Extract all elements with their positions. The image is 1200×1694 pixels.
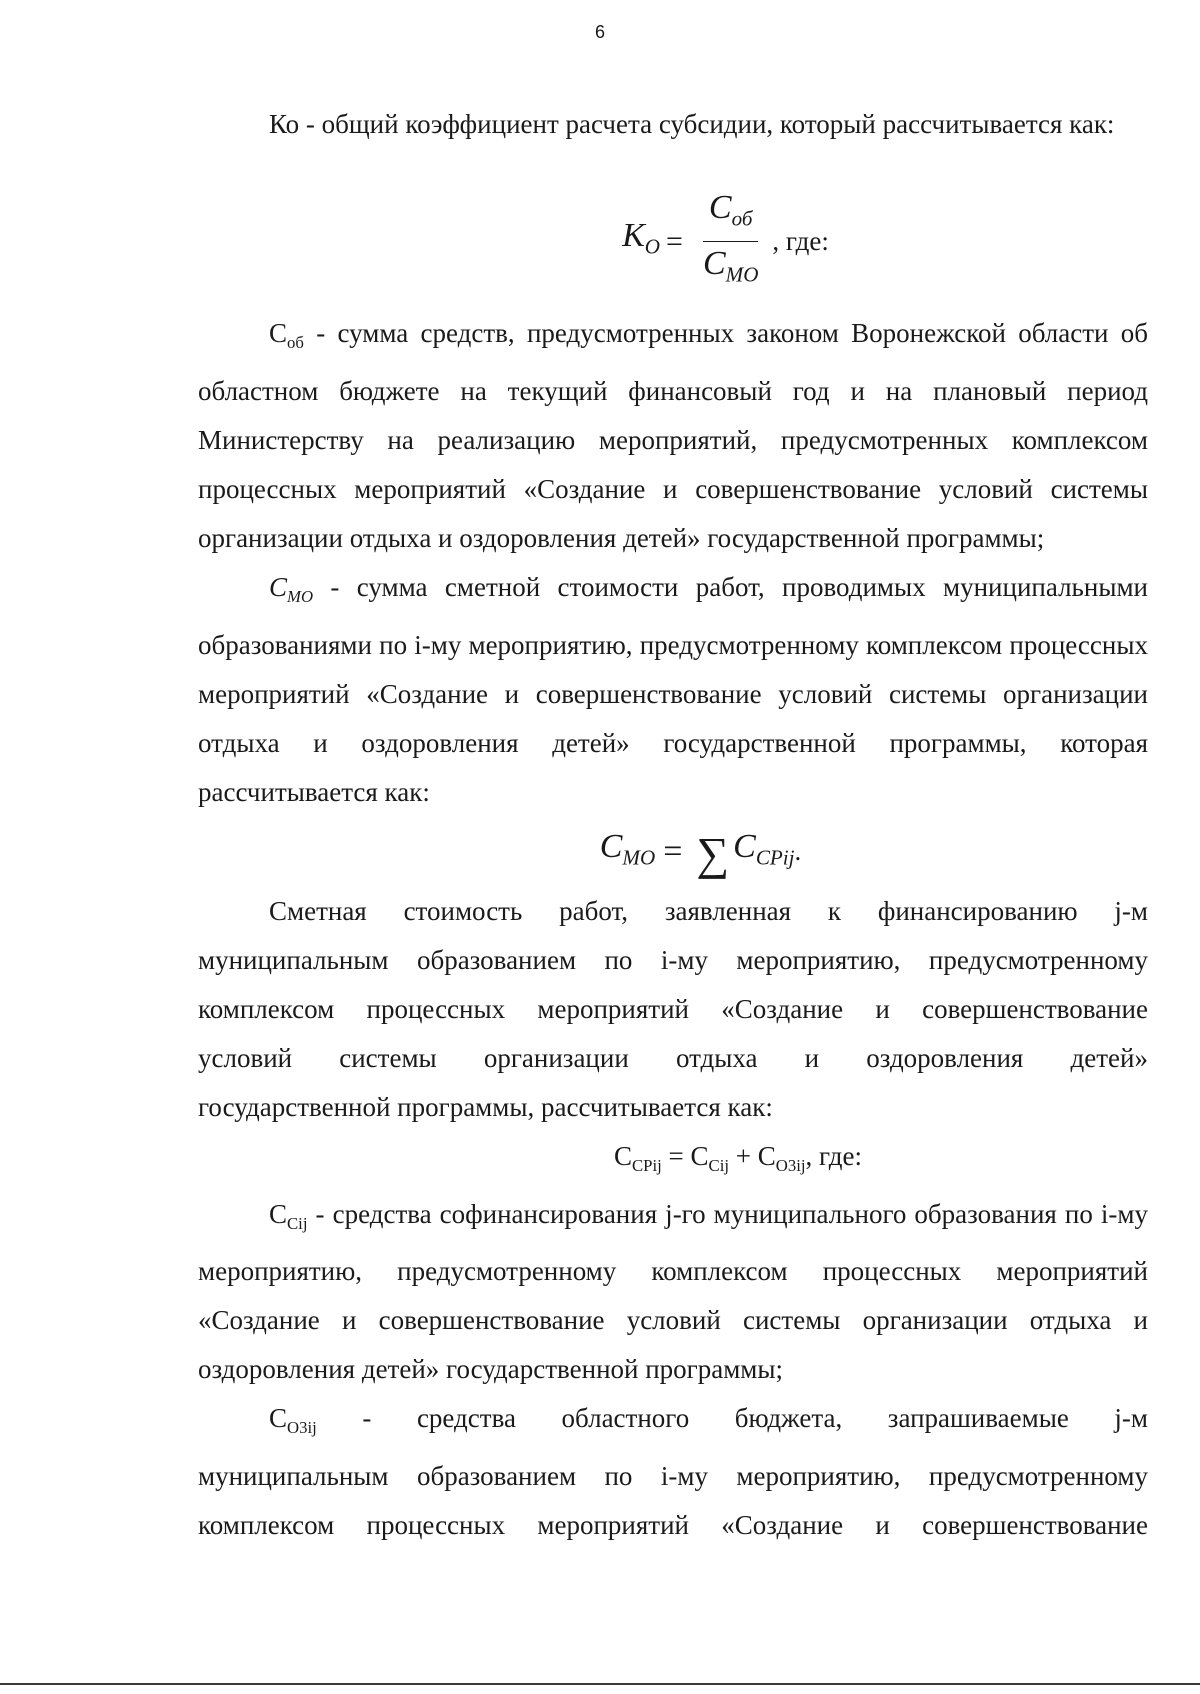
co3ij-line-1: $С_{O3ij}$ - средства областного бюджета, запрашиваемые j-м: [198, 1394, 1148, 1452]
symbol-cob: $С_{об}$: [269, 318, 304, 352]
formula-ko-fraction: [697, 188, 764, 294]
symbol-co3ij: $С_{O3ij}$: [269, 1403, 317, 1438]
formula-cmo-rhs: $C_{CPij}$: [733, 827, 795, 869]
formula-ccp-c: $С_{O3ij}$: [757, 1140, 806, 1175]
document-body: [198, 100, 1148, 1550]
paragraph-ko-intro: Ко - общий коэффициент расчета субсидии, который рассчитывается как:: [269, 109, 1115, 139]
paragraph-ccij: $С_{Cij}$ - средства софинансирования j-го муниципального образования по i-му мероприятию, предусмотренному комплексом процессных мероприятий «Создание и совершенствование условий системы организации отдыха и оздоровления детей» государственной программы;: [198, 1198, 1148, 1385]
formula-cmo-eq: =: [663, 833, 683, 871]
smeta-line-1: Сметная стоимость работ, заявленная к финансированию j-м: [269, 895, 1148, 926]
symbol-ccij: $С_{Cij}$: [269, 1198, 308, 1233]
paragraph-cob: $С_{об}$ - сумма средств, предусмотренных законом Воронежской области об областном бюджете на текущий финансовый год и на плановый период Министерству на реализацию мероприятий, предусмотренных комплексом процессных мероприятий «Создание и совершенствование условий системы организации отдыха и оздоровления детей» государственной программы;: [198, 318, 1148, 553]
formula-ko: [198, 183, 1148, 299]
page-number: 6: [594, 22, 605, 42]
bottom-rule: [0, 1683, 1200, 1685]
formula-ko-eq: =: [666, 224, 683, 258]
formula-ko-lhs: $K_O$: [622, 216, 661, 259]
smeta-line-2: муниципальным образованием по i-му мероприятию, предусмотренному: [198, 944, 1148, 975]
formula-cmo-tail: .: [794, 836, 802, 867]
formula-ko-tail: , где:: [772, 225, 829, 256]
symbol-cmo: $C_{MO}$: [269, 571, 314, 606]
formula-ccp-b: $С_{Cij}$: [690, 1140, 730, 1175]
paragraph-smeta: [198, 887, 1148, 1132]
co3ij-line-3: комплексом процессных мероприятий «Создание и совершенствование: [198, 1510, 1148, 1541]
formula-ccp-a: $С_{CPij}$: [614, 1140, 662, 1175]
smeta-line-3: комплексом процессных мероприятий «Создание и совершенствование: [198, 993, 1148, 1024]
co3ij-line-2: муниципальным образованием по i-му мероприятию, предусмотренному: [198, 1461, 1148, 1492]
formula-ko-numerator: $C_{об}$: [703, 188, 759, 241]
formula-ccp: $С_{CPij} = С_{Cij} + С_{O3ij}$, где:: [614, 1140, 862, 1175]
sum-symbol: ∑: [696, 828, 730, 880]
paragraph-cmo: $C_{MO}$ - сумма сметной стоимости работ, проводимых муниципальными образованиями по i-му мероприятию, предусмотренному комплексом процессных мероприятий «Создание и совершенствование условий системы организации отдыха и оздоровления детей» государственной программы, которая рассчитывается как:: [198, 571, 1148, 807]
formula-cmo: [198, 817, 1148, 887]
formula-cmo-lhs: $C_{MO}$: [599, 827, 656, 869]
formula-ko-denominator: $C_{MO}$: [702, 244, 759, 286]
smeta-line-4: условий системы организации отдыха и оздоровления детей»: [198, 1042, 1148, 1073]
paragraph-co3ij: [198, 1394, 1148, 1550]
smeta-line-5: государственной программы, рассчитывается как:: [198, 1091, 773, 1122]
